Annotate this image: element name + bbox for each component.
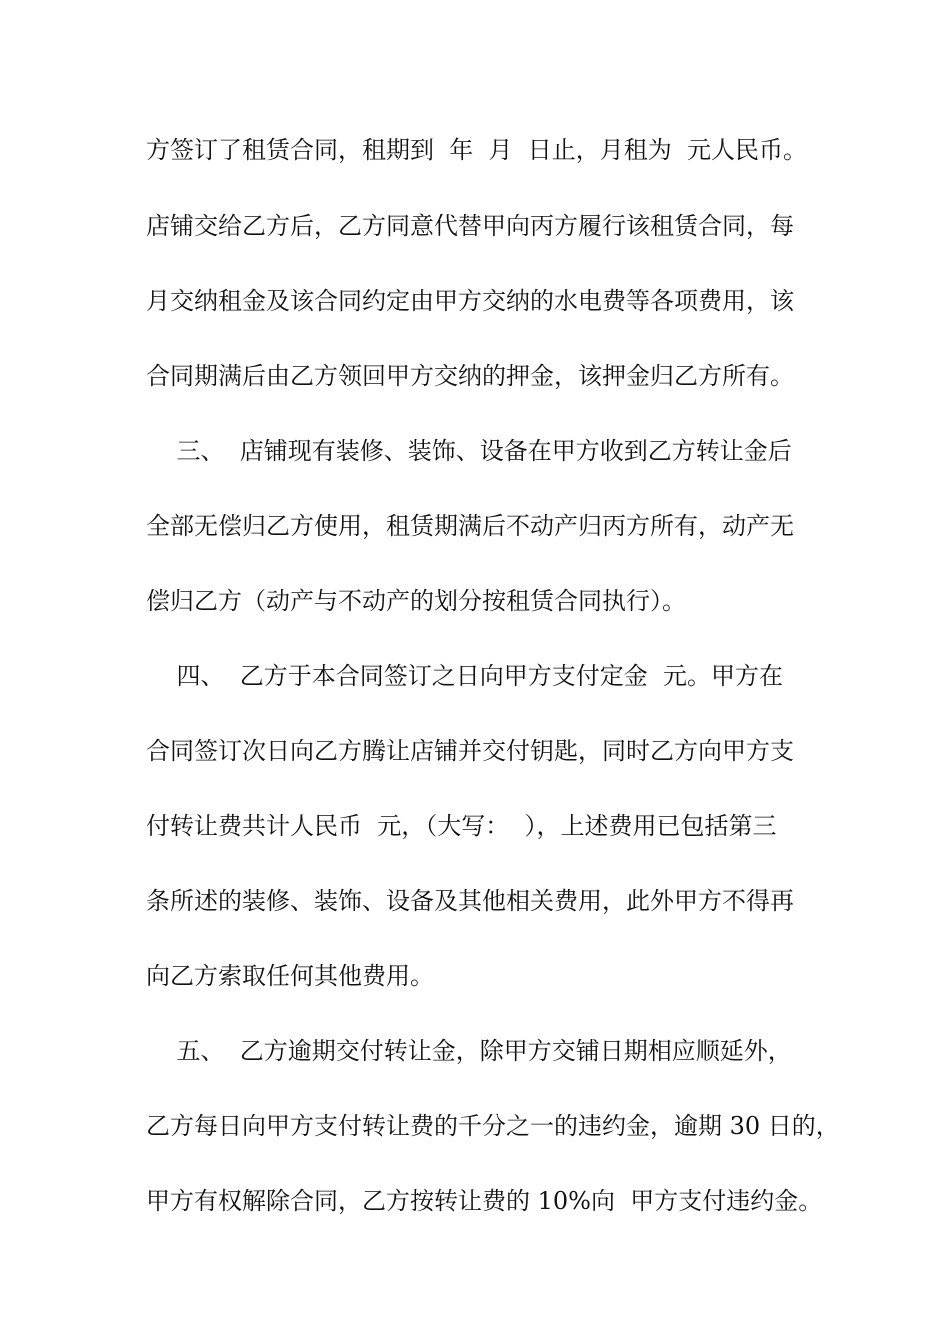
text-line: 月交纳租金及该合同约定由甲方交纳的水电费等各项费用，该 bbox=[146, 287, 794, 315]
text-line: 乙方每日向甲方支付转让费的千分之一的违约金，逾期 30 日的， bbox=[146, 1112, 840, 1140]
text-line: 条所述的装修、装饰、设备及其他相关费用，此外甲方不得再 bbox=[146, 887, 794, 915]
text-line: 方签订了租赁合同，租期到 年 月 日止，月租为 元人民币。 bbox=[146, 136, 808, 164]
text-line: 合同期满后由乙方领回甲方交纳的押金，该押金归乙方所有。 bbox=[146, 362, 794, 390]
text-line: 偿归乙方（动产与不动产的划分按租赁合同执行）。 bbox=[146, 587, 686, 615]
clause-4-heading-line: 四、 乙方于本合同签订之日向甲方支付定金 元。甲方在 bbox=[146, 662, 784, 690]
clause-3-heading-line: 三、 店铺现有装修、装饰、设备在甲方收到乙方转让金后 bbox=[146, 437, 792, 465]
text-line: 甲方有权解除合同，乙方按转让费的 10%向 甲方支付违约金。 bbox=[146, 1187, 823, 1215]
text-line: 店铺交给乙方后，乙方同意代替甲向丙方履行该租赁合同，每 bbox=[146, 212, 794, 240]
text-line: 付转让费共计人民币 元，（大写： ），上述费用已包括第三 bbox=[146, 812, 777, 840]
text-line: 合同签订次日向乙方腾让店铺并交付钥匙，同时乙方向甲方支 bbox=[146, 737, 794, 765]
clause-5-heading-line: 五、 乙方逾期交付转让金，除甲方交铺日期相应顺延外， bbox=[146, 1037, 792, 1065]
text-line: 全部无偿归乙方使用，租赁期满后不动产归丙方所有，动产无 bbox=[146, 512, 794, 540]
text-line: 向乙方索取任何其他费用。 bbox=[146, 962, 434, 990]
